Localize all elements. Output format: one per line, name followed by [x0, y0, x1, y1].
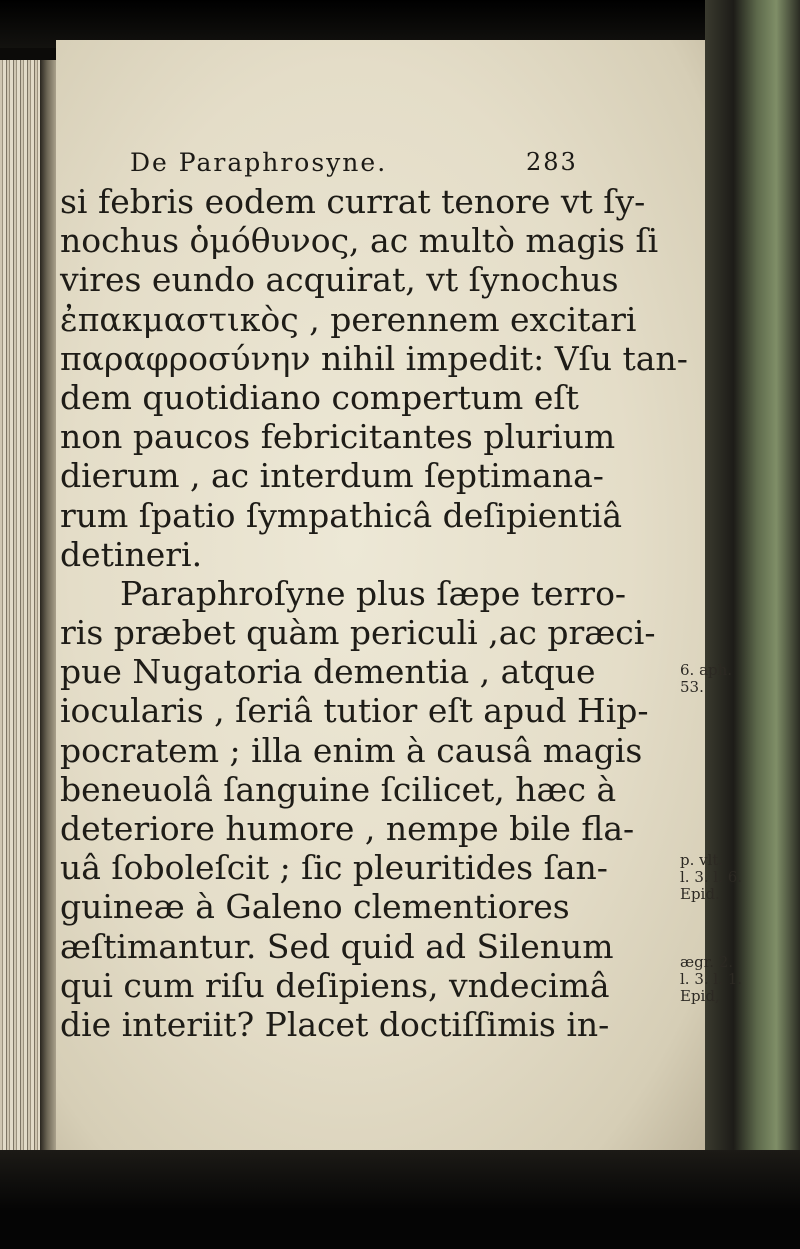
text-line: pue Nugatoria dementia , atque	[60, 652, 596, 692]
margin-note-epid-1	[680, 852, 742, 903]
text-line: guineæ à Galeno clementiores	[60, 887, 570, 927]
text-line: qui cum riſu deſipiens, vndecimâ	[60, 965, 610, 1005]
text-line: nochus ὁμόθυνος, ac multò magis ſi	[60, 221, 659, 261]
margin-note-line: l. 3. l. 6.	[680, 868, 743, 886]
book-page-edges	[0, 60, 44, 1150]
text-line: Paraphroſyne plus ſæpe terro-	[120, 573, 627, 613]
text-line: detineri.	[60, 534, 203, 574]
text-line: die interiit? Placet doctiſſimis in-	[60, 1004, 610, 1044]
text-line: si febris eodem currat tenore vt ſy-	[60, 182, 646, 221]
text-line: uâ ſoboleſcit ; ſic pleuritides ſan-	[60, 848, 608, 888]
text-line: vires eundo acquirat, vt ſynochus	[60, 260, 619, 300]
margin-note-line: p. vlt.	[680, 851, 724, 869]
text-line: ris præbet quàm periculi ,ac præci-	[60, 613, 656, 653]
margin-note-line: Epid,	[680, 987, 720, 1005]
text-line: ἐπακμαστικὸς , perennem excitari	[60, 299, 637, 339]
margin-note-aph	[680, 662, 732, 696]
text-line: beneuolâ ſanguine ſcilicet, hæc à	[60, 769, 617, 809]
text-line: rum ſpatio ſympathicâ deſipientiâ	[60, 495, 623, 535]
scan-bottom-background	[0, 1150, 800, 1249]
margin-note-line: 6. aph.	[680, 661, 733, 679]
text-line: dem quotidiano compertum eſt	[60, 377, 579, 417]
margin-note-epid-2	[680, 954, 742, 1005]
text-line: deteriore humore , nempe bile fla-	[60, 809, 635, 848]
margin-note-line: 53.	[680, 678, 704, 696]
page-number: 283	[526, 148, 578, 176]
text-line: παραφρoσύνην nihil impedit: Vſu tan-	[60, 338, 688, 378]
text-line: æſtimantur. Sed quid ad Silenum	[60, 926, 614, 966]
margin-note-line: ægr. 2.	[680, 953, 734, 971]
margin-note-line: Epid.	[680, 885, 720, 903]
text-line: non paucos febricitantes plurium	[60, 417, 616, 457]
margin-note-line: l. 3. l. 1.	[680, 970, 743, 988]
running-title: De Paraphrosyne.	[130, 148, 388, 177]
text-line: iocularis , ſeriâ tutior eſt apud Hip-	[60, 691, 649, 731]
text-line: dierum , ac interdum ſeptimana-	[60, 456, 604, 496]
text-line: pocratem ; illa enim à causâ magis	[60, 730, 643, 770]
body-text	[60, 182, 688, 1044]
